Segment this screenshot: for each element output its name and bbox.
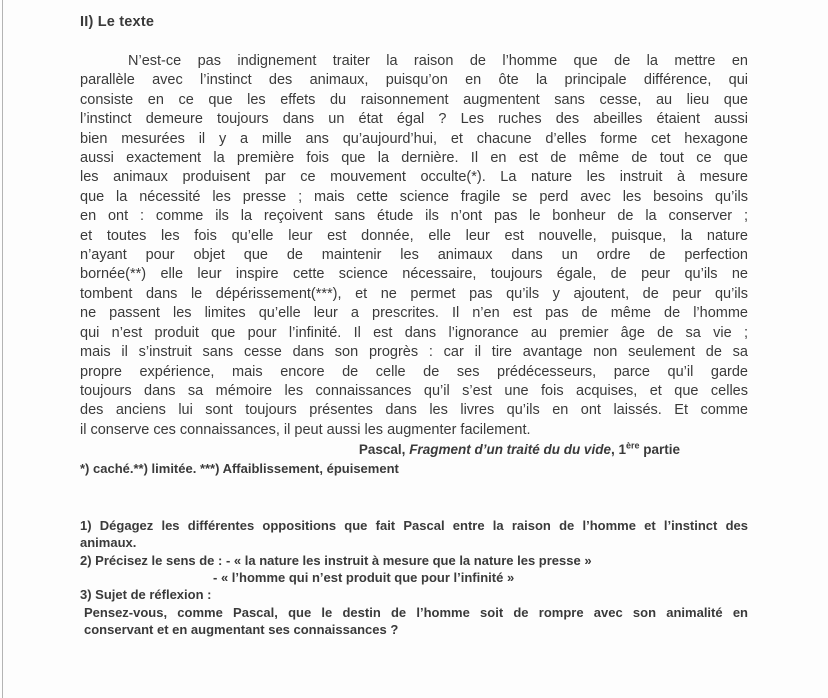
question-2-line-2: - « l’homme qui n’est produit que pour l’infinité »: [213, 570, 515, 586]
text-line: en ont : comme ils la reçoivent sans étude ils n’ont pas le bonheur de la conserver ;: [80, 208, 748, 225]
attribution-edition-post: partie: [639, 442, 680, 458]
text-paragraph: [80, 52, 748, 440]
question-3-line-1: Pensez-vous, comme Pascal, que le destin de l’homme soit de rompre avec son animalité en: [84, 604, 748, 620]
text-line: bornée(**) elle leur inspire cette science nécessaire, toujours égale, de peur qu’ils ne: [80, 266, 748, 283]
text-line: n’ayant pour objet que de maintenir les animaux dans un ordre de perfection: [80, 247, 748, 264]
text-line: les animaux produisent par ce mouvement occulte(*). La nature les instruit à mesure: [80, 169, 748, 186]
text-line: il conserve ces connaissances, il peut aussi les augmenter facilement.: [80, 421, 531, 438]
footnote-line: *) caché.**) limitée. ***) Affaiblissement, épuisement: [80, 461, 399, 477]
text-line: des anciens lui sont toujours présentes dans les livres qu’ils en ont laissés. Et comme: [80, 402, 748, 419]
attribution-author: Pascal,: [358, 442, 410, 458]
text-line: que la nécessité les presse ; mais cette science fragile se perd avec les besoins qu’ils: [80, 188, 748, 205]
text-line: N’est-ce pas indignement traiter la raison de l’homme que de la mettre en: [128, 53, 748, 69]
text-line: l’instinct demeure toujours dans un état égal ? Les ruches des abeilles étaient aussi: [80, 111, 748, 128]
text-line: consiste en ce que les effets du raisonnement augmentent sans cesse, au lieu que: [80, 91, 748, 108]
text-line: toujours dans sa mémoire les connaissances qu’il s’est une fois acquises, et que celles: [80, 382, 748, 399]
text-line: propre expérience, mais encore de celle de ses prédécesseurs, parce qu’il garde: [80, 363, 748, 380]
text-line: ne passent les limites qu’elle leur a prescrites. Il n’en est pas de même de l’homme: [80, 305, 748, 322]
question-3-label: 3) Sujet de réflexion :: [80, 587, 212, 603]
text-line: bien mesurées il y a mille ans qu’aujourd’hui, et chacune d’elles forme cet hexagone: [80, 130, 748, 147]
text-line: tombent dans le dépérissement(***), et ne permet pas qu’ils y ajoutent, de peur qu’ils: [80, 285, 748, 302]
attribution-edition-pre: , 1: [610, 442, 626, 458]
text-line: et toutes les fois qu’elle leur est donnée, elle leur est nouvelle, puisque, la nature: [80, 227, 748, 244]
text-line: parallèle avec l’instinct des animaux, puisqu’on en ôte la principale différence, qui: [80, 72, 748, 89]
attribution-edition-sup: ère: [625, 440, 640, 451]
question-1-line-2: animaux.: [80, 535, 137, 551]
questions-section: [80, 517, 748, 638]
question-2-line-1: 2) Précisez le sens de : - « la nature les instruit à mesure que la nature les presse »: [80, 552, 592, 568]
text-line: aussi exactement la première fois que la dernière. Il en est de même de tout ce que: [80, 150, 748, 167]
question-3-line-2: conservant et en augmentant ses connaissances ?: [84, 621, 399, 637]
attribution-work-title: Fragment d’un traité du du vide: [409, 442, 611, 458]
attribution: [80, 440, 748, 459]
text-line: mais il s’instruit sans cesse dans son progrès : car il tire avantage non seulement de sa: [80, 344, 748, 361]
text-line: qui n’est produit que pour l’infinité. Il est dans l’ignorance au premier âge de sa vie ;: [80, 324, 748, 341]
question-1-line-1: 1) Dégagez les différentes oppositions que fait Pascal entre la raison de l’homme et l’instinct des: [80, 518, 748, 534]
page-title: II) Le texte: [80, 14, 155, 30]
